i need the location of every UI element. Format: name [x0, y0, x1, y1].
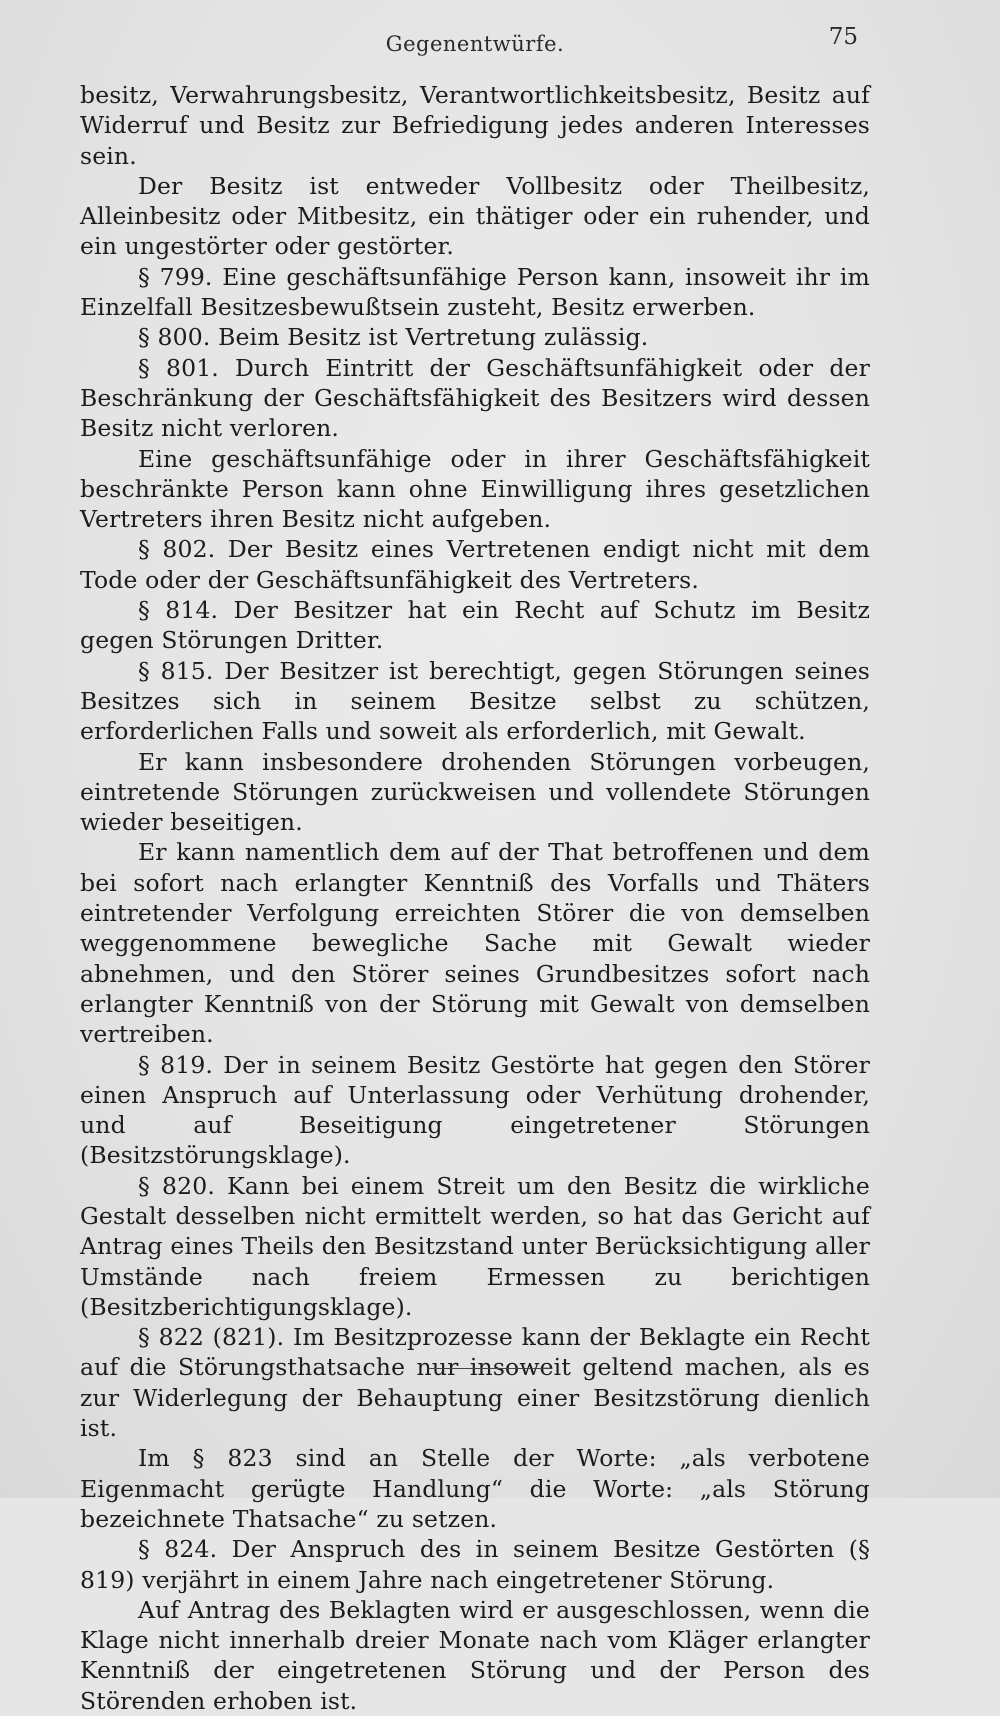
paragraph-section-802: § 802. Der Besitz eines Vertretenen endigt nicht mit dem Tode oder der Geschäftsunfähigkeit des Vertreters. [80, 535, 870, 594]
paragraph: Er kann namentlich dem auf der That betroffenen und dem bei sofort nach erlangter Kenntniß des Vorfalls und Thäters eintretender Verfolgung erreichten Störer die von demselben weggenommene bewegliche Sache mit Gewalt wieder abnehmen, und den Störer seines Grundbesitzes sofort nach erlangter Kenntniß von der Störung mit Gewalt von demselben vertreiben. [80, 838, 870, 1049]
paragraph-section-822: § 822 (821). Im Besitzprozesse kann der Beklagte ein Recht auf die Störungsthatsache nur insoweit geltend machen, als es zur Widerlegung der Behauptung einer Besitzstörung dienlich ist. [80, 1323, 870, 1443]
paragraph: Eine geschäftsunfähige oder in ihrer Geschäftsfähigkeit beschränkte Person kann ohne Einwilligung ihres gesetzlichen Vertreters ihren Besitz nicht aufgeben. [80, 444, 870, 534]
paragraph-section-800: § 800. Beim Besitz ist Vertretung zulässig. [138, 323, 649, 352]
paragraph-section-799: § 799. Eine geschäftsunfähige Person kann, insoweit ihr im Einzelfall Besitzesbewußtsein zusteht, Besitz erwerben. [80, 262, 870, 322]
running-title: Gegenentwürfe. [385, 32, 565, 56]
running-head [80, 24, 870, 64]
paragraph-section-823: Im § 823 sind an Stelle der Worte: „als verbotene Eigenmacht gerügte Handlung“ die Worte: „als Störung bezeichnete Thatsache“ zu setzen. [80, 1444, 870, 1533]
paragraph: Er kann insbesondere drohenden Störungen vorbeugen, eintretende Störungen zurückweisen und vollendete Störungen wieder beseitigen. [80, 747, 870, 837]
paragraph: besitz, Verwahrungsbesitz, Verantwortlichkeitsbesitz, Besitz auf Widerruf und Besitz zur Befriedigung jedes anderen Interesses sein. [80, 81, 870, 170]
page-number: 75 [828, 24, 858, 50]
closing-rule [428, 1368, 552, 1369]
paragraph-section-819: § 819. Der in seinem Besitz Gestörte hat gegen den Störer einen Anspruch auf Unterlassung oder Verhütung drohender, und auf Beseitigung eingetretener Störungen (Besitzstörungsklage). [80, 1050, 870, 1170]
paragraph: Auf Antrag des Beklagten wird er ausgeschlossen, wenn die Klage nicht innerhalb dreier Monate nach vom Kläger erlangter Kenntniß der eingetretenen Störung und der Person des Störenden erhoben ist. [80, 1595, 870, 1715]
body-text [80, 80, 870, 1716]
paragraph-section-801: § 801. Durch Eintritt der Geschäftsunfähigkeit oder der Beschränkung der Geschäftsfähigkeit des Besitzers wird dessen Besitz nicht verloren. [80, 353, 870, 443]
paragraph: Der Besitz ist entweder Vollbesitz oder Theilbesitz, Alleinbesitz oder Mitbesitz, ein thätiger oder ein ruhender, und ein ungestörter oder gestörter. [80, 171, 870, 261]
paragraph-section-824: § 824. Der Anspruch des in seinem Besitze Gestörten (§ 819) verjährt in einem Jahre nach eingetretener Störung. [80, 1535, 870, 1594]
paragraph-section-814: § 814. Der Besitzer hat ein Recht auf Schutz im Besitz gegen Störungen Dritter. [80, 596, 870, 655]
paragraph-section-820: § 820. Kann bei einem Streit um den Besitz die wirkliche Gestalt desselben nicht ermittelt werden, so hat das Gericht auf Antrag eines Theils den Besitzstand unter Berücksichtigung aller Umstände nach freiem Ermessen zu berichtigen (Besitzberichtigungsklage). [80, 1171, 870, 1321]
paragraph-section-815: § 815. Der Besitzer ist berechtigt, gegen Störungen seines Besitzes sich in seinem Besitze selbst zu schützen, erforderlichen Falls und soweit als erforderlich, mit Gewalt. [80, 656, 870, 746]
